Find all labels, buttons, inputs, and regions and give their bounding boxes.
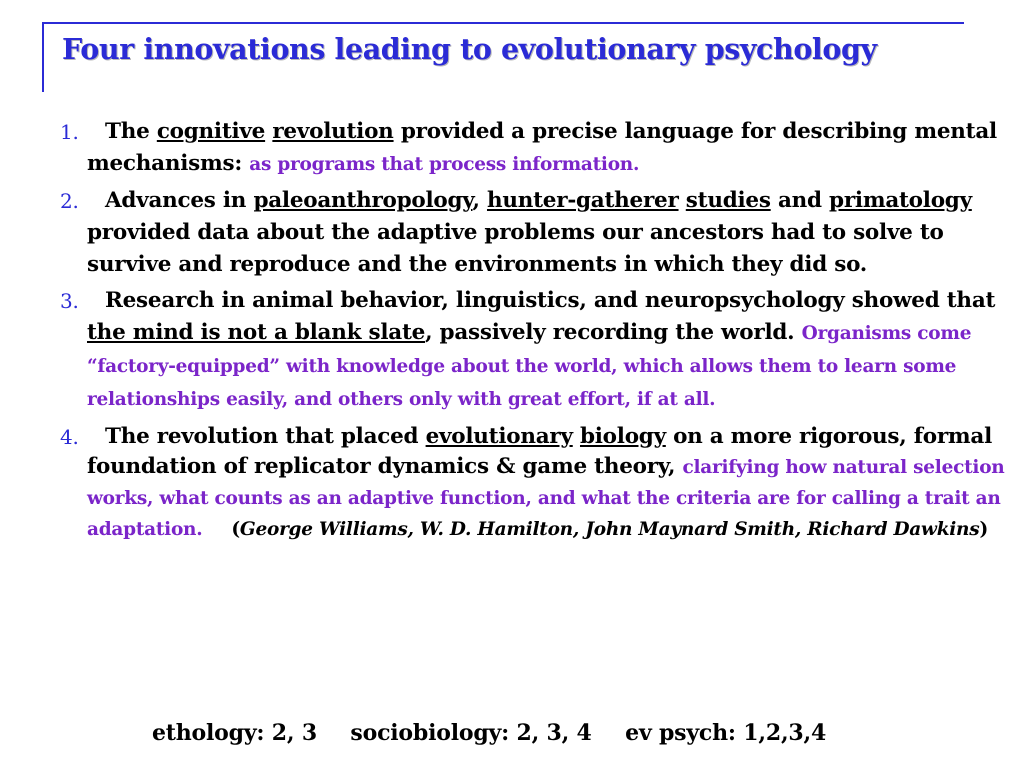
list-item-1 <box>60 116 1018 181</box>
item-text: , passively recording the world. <box>425 320 795 345</box>
slide-title: Four innovations leading to evolutionary psychology <box>62 32 877 66</box>
item-number: 3. <box>60 289 79 313</box>
summary-evpsych: ev psych: 1,2,3,4 <box>625 720 827 746</box>
summary-sociobiology: sociobiology: 2, 3, 4 <box>350 720 592 746</box>
underlined-term: the mind is not a blank slate <box>87 320 426 345</box>
item-text: The <box>105 119 150 144</box>
list-item-4 <box>60 422 1018 545</box>
item-text: , <box>472 188 480 213</box>
item-text: provided data about the adaptive problems our ancestors had to solve to survive and reproduce and the environments in which they did so. <box>87 220 944 277</box>
item-text: on a more rigorous, formal foundation of replicator dynamics & game theory, <box>87 424 993 479</box>
underlined-term: primatology <box>829 188 972 213</box>
underlined-term: revolution <box>272 119 394 144</box>
summary-ethology: ethology: 2, 3 <box>152 720 317 746</box>
citation-open: ( <box>231 519 240 540</box>
item-text: The revolution that placed <box>105 424 419 449</box>
top-rule <box>44 22 964 24</box>
item-number: 4. <box>60 425 79 449</box>
item-text: provided a precise language for describing mental mechanisms: <box>87 119 997 176</box>
citation-close: ) <box>979 519 988 540</box>
innovations-list <box>60 116 1018 545</box>
item-number: 2. <box>60 189 79 213</box>
list-item-3 <box>60 285 1018 416</box>
left-rule <box>42 22 44 92</box>
underlined-term: evolutionary <box>425 424 573 449</box>
highlighted-text: as programs that process information. <box>249 154 640 175</box>
underlined-term: paleoanthropology <box>253 188 473 213</box>
list-item-2 <box>60 185 1018 281</box>
underlined-term: studies <box>685 188 771 213</box>
highlighted-text: Organisms come “factory-equipped” with knowledge about the world, which allows them to learn some relationships easily, and others only with great effort, if at all. <box>87 323 972 410</box>
citation: George Williams, W. D. Hamilton, John Maynard Smith, Richard Dawkins <box>239 519 980 540</box>
highlighted-text: clarifying how natural selection works, what counts as an adaptive function, and what the criteria are for calling a trait an adaptation. <box>87 457 1005 540</box>
item-text: Research in animal behavior, linguistics, and neuropsychology showed that <box>105 288 996 313</box>
item-text: Advances in <box>105 188 247 213</box>
underlined-term: hunter-gatherer <box>486 188 679 213</box>
item-number: 1. <box>60 120 79 144</box>
item-text: and <box>777 188 822 213</box>
underlined-term: biology <box>579 424 666 449</box>
underlined-term: cognitive <box>156 119 266 144</box>
summary-line <box>152 720 852 746</box>
